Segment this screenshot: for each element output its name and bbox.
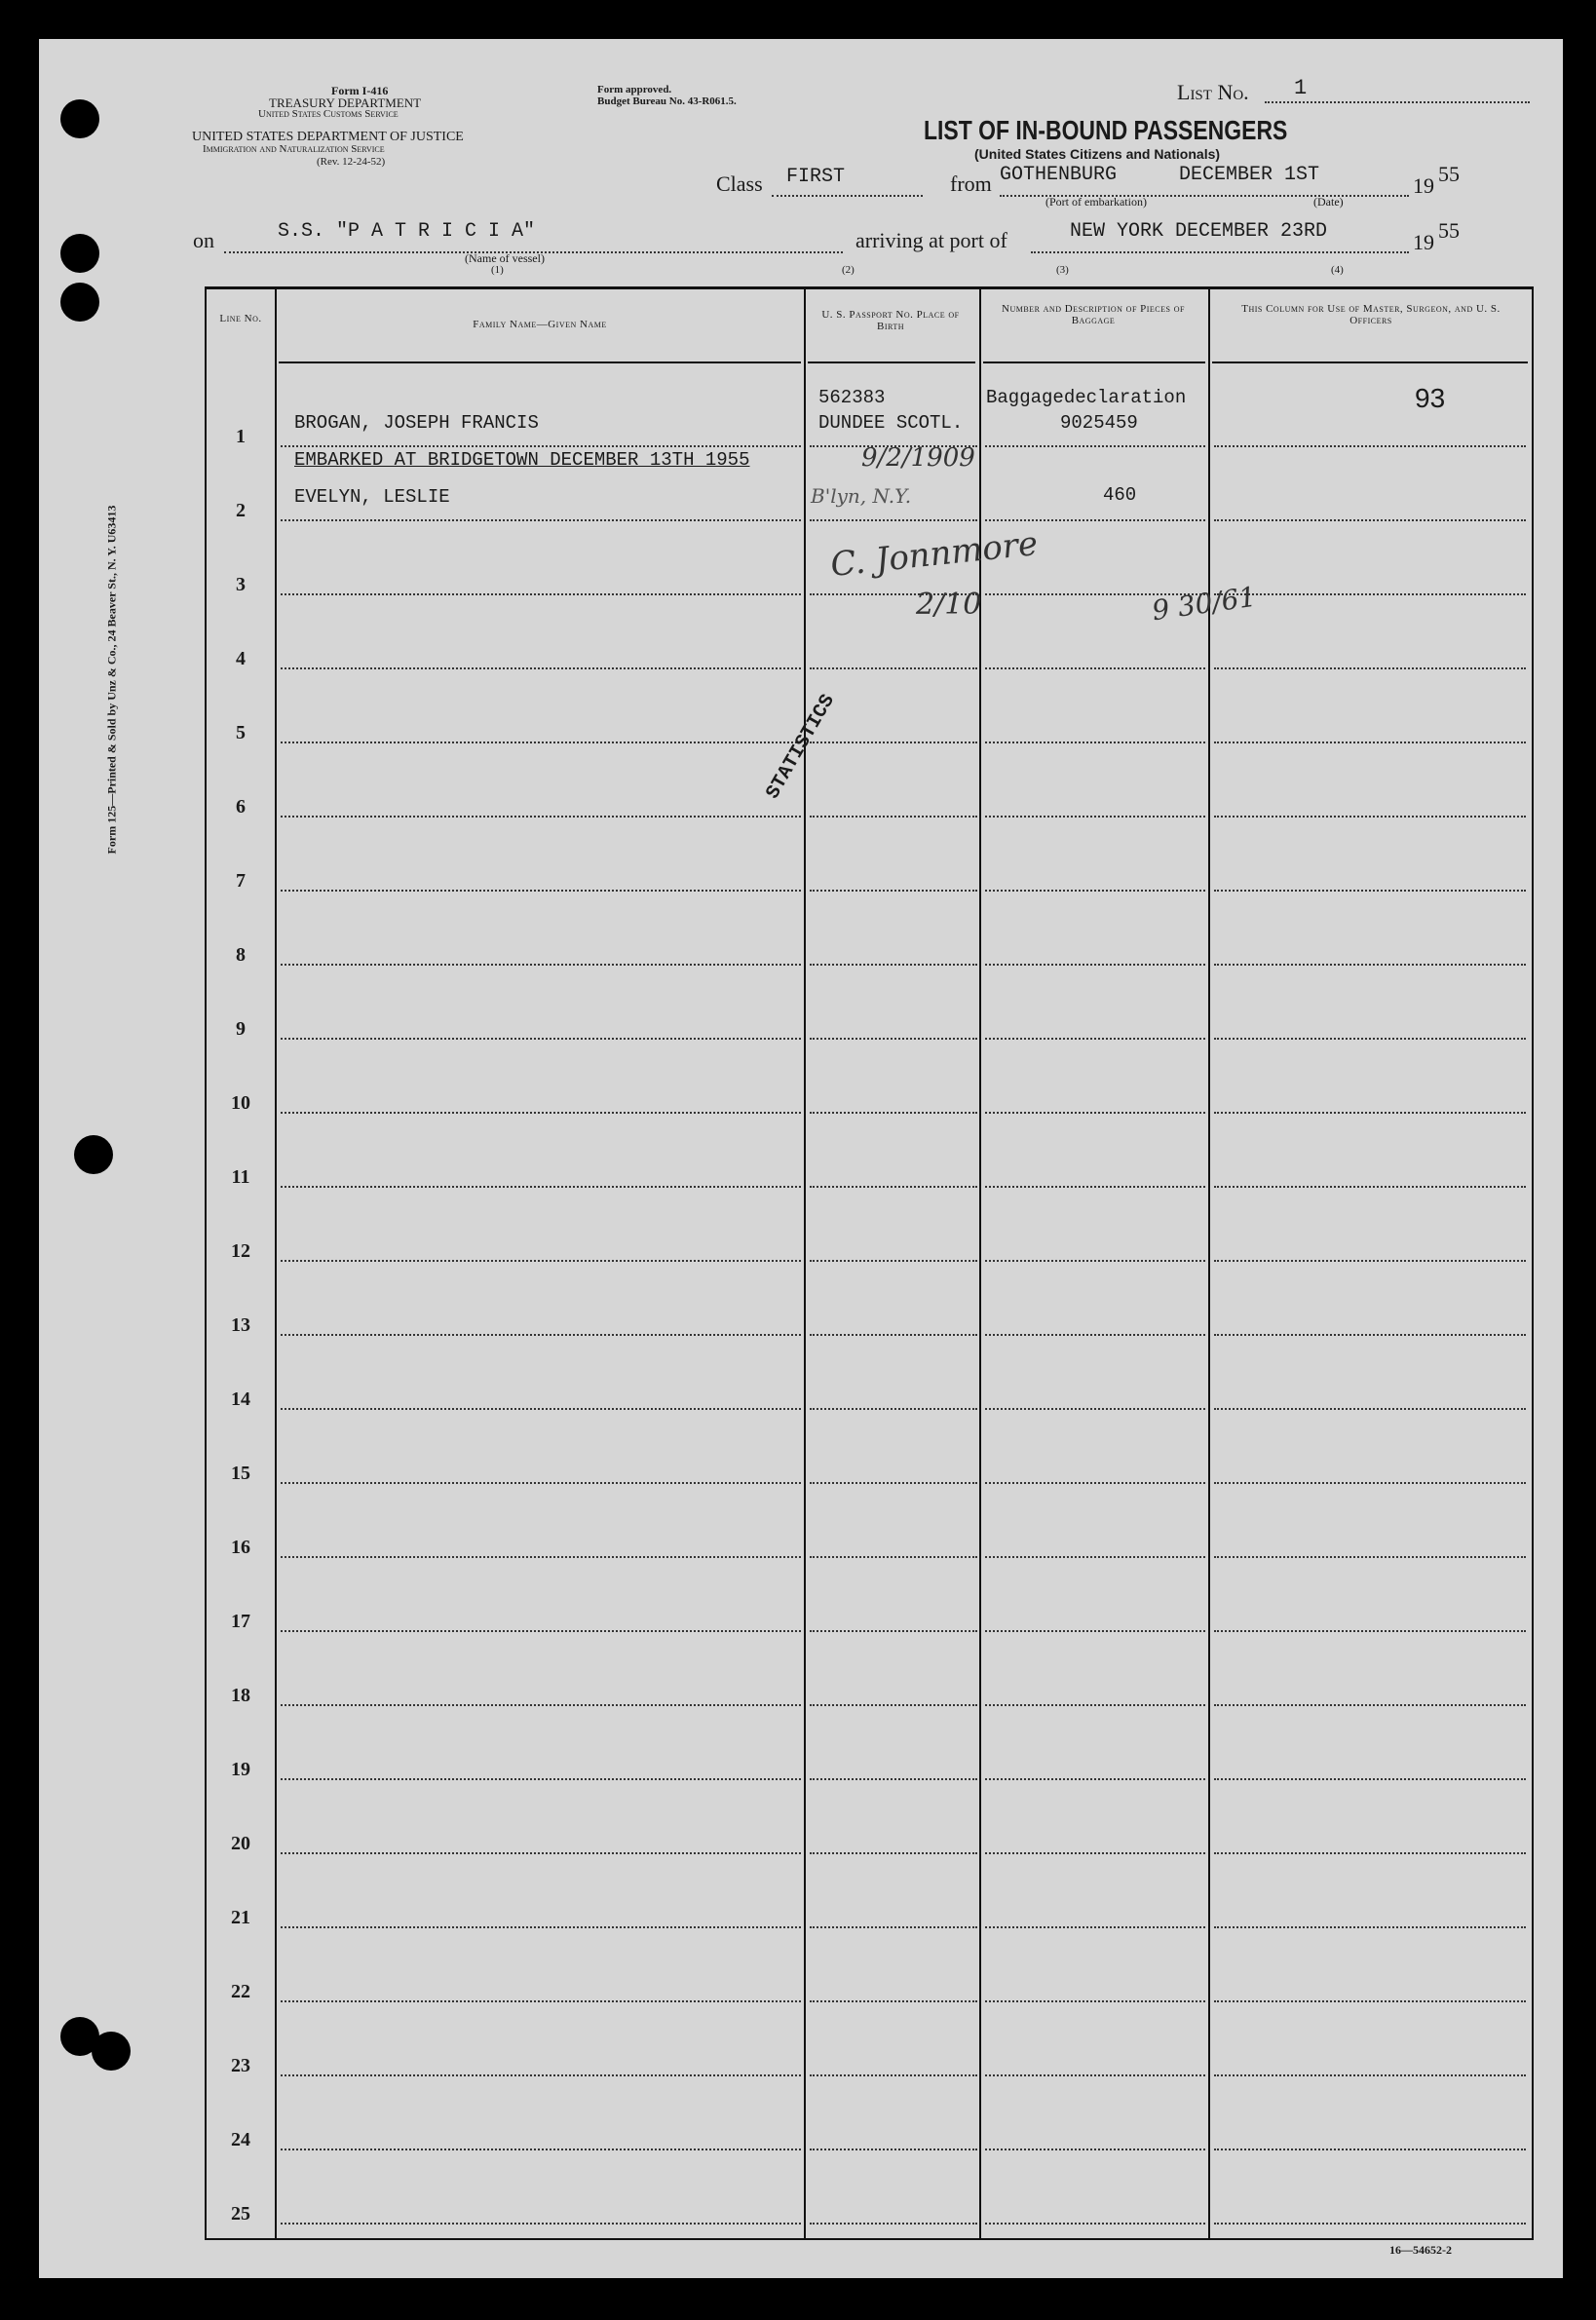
header-underline — [279, 361, 801, 363]
row-dotted-line — [810, 1482, 977, 1484]
footer-code: 16—54652-2 — [1389, 2243, 1452, 2257]
row-dotted-line — [810, 1334, 977, 1336]
col-divider — [804, 289, 806, 2238]
row-dotted-line — [1214, 1630, 1526, 1632]
row1-birthplace: DUNDEE SCOTL. — [818, 412, 964, 434]
row-dotted-line — [985, 1038, 1205, 1040]
row-dotted-line — [281, 519, 801, 521]
statistics-stamp: STATISTICS — [762, 690, 840, 804]
line-number: 24 — [231, 2129, 250, 2150]
row-dotted-line — [985, 1852, 1205, 1854]
row-dotted-line — [1214, 1704, 1526, 1706]
header-baggage: Number and Description of Pieces of Baggage — [1002, 303, 1185, 326]
row-dotted-line — [810, 1408, 977, 1410]
row-dotted-line — [281, 964, 801, 966]
row-dotted-line — [281, 816, 801, 818]
header-name: Family Name—Given Name — [473, 319, 607, 330]
embarked-note: EMBARKED AT BRIDGETOWN DECEMBER 13TH 1955 — [294, 449, 750, 471]
arriving-label: arriving at port of — [855, 228, 1007, 252]
row-dotted-line — [281, 1334, 801, 1336]
line-number: 2 — [236, 500, 246, 521]
arrival-port-date: NEW YORK DECEMBER 23RD — [1070, 220, 1328, 243]
line-number: 22 — [231, 1981, 250, 2002]
row-dotted-line — [1214, 667, 1526, 669]
row-dotted-line — [281, 890, 801, 892]
row-dotted-line — [1214, 1482, 1526, 1484]
row-dotted-line — [985, 1778, 1205, 1780]
row-dotted-line — [281, 1556, 801, 1558]
row-dotted-line — [810, 890, 977, 892]
row-dotted-line — [810, 964, 977, 966]
row-dotted-line — [810, 1186, 977, 1188]
row-dotted-line — [810, 1704, 977, 1706]
row-dotted-line — [985, 1408, 1205, 1410]
dept-justice: UNITED STATES DEPARTMENT OF JUSTICE — [192, 130, 464, 144]
punch-hole — [60, 283, 99, 322]
budget-bureau: Budget Bureau No. 43-R061.5. — [597, 95, 737, 107]
class-dots — [772, 195, 923, 197]
row-dotted-line — [281, 2149, 801, 2150]
port-embark-caption: (Port of embarkation) — [1045, 195, 1147, 209]
row-dotted-line — [281, 1852, 801, 1854]
row-dotted-line — [985, 1556, 1205, 1558]
row-dotted-line — [985, 742, 1205, 743]
list-no-dots — [1265, 101, 1530, 103]
row-dotted-line — [985, 1482, 1205, 1484]
row-dotted-line — [1214, 2149, 1526, 2150]
line-number: 1 — [236, 426, 246, 447]
caption-2: (2) — [842, 264, 855, 276]
row-dotted-line — [1214, 816, 1526, 818]
header-underline — [808, 361, 975, 363]
row-dotted-line — [281, 1778, 801, 1780]
from-date: DECEMBER 1ST — [1179, 164, 1320, 186]
row-dotted-line — [1214, 2000, 1526, 2002]
from-label: from — [950, 171, 992, 196]
line-number: 13 — [231, 1314, 250, 1336]
line-number: 3 — [236, 574, 246, 595]
line-number: 8 — [236, 944, 246, 966]
row-dotted-line — [281, 1926, 801, 1928]
row-dotted-line — [985, 519, 1205, 521]
row-dotted-line — [281, 445, 801, 447]
row-dotted-line — [985, 667, 1205, 669]
header-line-no: Line No. — [219, 313, 262, 324]
from-value: GOTHENBURG — [1000, 164, 1118, 186]
on-label: on — [193, 228, 214, 252]
document-subtitle: (United States Citizens and Nationals) — [974, 146, 1221, 162]
line-number: 14 — [231, 1388, 250, 1410]
row-dotted-line — [810, 2149, 977, 2150]
row-dotted-line — [1214, 519, 1526, 521]
year-prefix: 19 — [1413, 173, 1434, 198]
row-dotted-line — [810, 1630, 977, 1632]
row-dotted-line — [985, 890, 1205, 892]
row-dotted-line — [985, 1630, 1205, 1632]
row-dotted-line — [985, 2149, 1205, 2150]
line-number: 15 — [231, 1463, 250, 1484]
row-dotted-line — [1214, 742, 1526, 743]
row1-baggage-number: 9025459 — [1060, 412, 1138, 434]
line-number: 12 — [231, 1240, 250, 1262]
row-dotted-line — [1214, 1926, 1526, 1928]
row-dotted-line — [1214, 964, 1526, 966]
row-dotted-line — [1214, 2223, 1526, 2225]
dept-customs: United States Customs Service — [258, 108, 399, 120]
row-dotted-line — [1214, 593, 1526, 595]
row-dotted-line — [810, 1926, 977, 1928]
row-dotted-line — [985, 1334, 1205, 1336]
punch-hole — [60, 234, 99, 273]
from-year: 55 — [1438, 162, 1460, 186]
row-dotted-line — [1214, 890, 1526, 892]
revision: (Rev. 12-24-52) — [317, 156, 386, 168]
line-number: 9 — [236, 1018, 246, 1040]
line-number: 4 — [236, 648, 246, 669]
form-number: Form I-416 — [331, 84, 389, 97]
row-dotted-line — [985, 1926, 1205, 1928]
line-number: 7 — [236, 870, 246, 892]
row-dotted-line — [985, 2223, 1205, 2225]
dept-ins: Immigration and Naturalization Service — [203, 143, 385, 155]
caption-4: (4) — [1331, 264, 1344, 276]
header-passport: U. S. Passport No. Place of Birth — [821, 309, 960, 332]
row-dotted-line — [810, 1112, 977, 1114]
line-number: 16 — [231, 1537, 250, 1558]
form-approved: Form approved. — [597, 84, 672, 95]
row-dotted-line — [281, 1408, 801, 1410]
date-caption: (Date) — [1313, 195, 1344, 209]
row-dotted-line — [810, 1260, 977, 1262]
col-divider — [1208, 289, 1210, 2238]
vessel-caption: (Name of vessel) — [465, 251, 545, 265]
class-label: Class — [716, 171, 763, 196]
line-number: 20 — [231, 1833, 250, 1854]
row-dotted-line — [1214, 1260, 1526, 1262]
row-dotted-line — [281, 1112, 801, 1114]
row-dotted-line — [281, 2074, 801, 2076]
hand-signature: C. Jonnmore — [828, 523, 1040, 586]
arrival-year: 55 — [1438, 218, 1460, 243]
hand-date-note: 9/2/1909 — [861, 443, 975, 473]
line-number: 19 — [231, 1759, 250, 1780]
year-prefix-2: 19 — [1413, 230, 1434, 254]
row-dotted-line — [281, 1482, 801, 1484]
row-dotted-line — [810, 2223, 977, 2225]
row-dotted-line — [810, 519, 977, 521]
header-underline — [983, 361, 1205, 363]
punch-hole — [92, 2032, 131, 2071]
class-value: FIRST — [786, 166, 846, 188]
row-dotted-line — [810, 742, 977, 743]
row-dotted-line — [1214, 1408, 1526, 1410]
row-dotted-line — [985, 1260, 1205, 1262]
punch-hole — [60, 99, 99, 138]
row-dotted-line — [985, 1186, 1205, 1188]
row-dotted-line — [985, 2000, 1205, 2002]
row-dotted-line — [281, 1038, 801, 1040]
row-dotted-line — [985, 964, 1205, 966]
row-dotted-line — [281, 1704, 801, 1706]
row-dotted-line — [281, 1630, 801, 1632]
hand-note-4: 9 30/61 — [1150, 580, 1259, 628]
row-dotted-line — [985, 445, 1205, 447]
hand-note-3: 2/10 — [916, 588, 982, 622]
row2-name: EVELYN, LESLIE — [294, 486, 450, 508]
vessel-name: S.S. "P A T R I C I A" — [278, 220, 536, 243]
row-dotted-line — [985, 2074, 1205, 2076]
document-title: LIST OF IN-BOUND PASSENGERS — [924, 115, 1288, 145]
row-dotted-line — [810, 816, 977, 818]
row-dotted-line — [281, 1260, 801, 1262]
row-dotted-line — [810, 1556, 977, 1558]
row1-baggage-label: Baggagedeclaration — [986, 387, 1187, 408]
caption-1: (1) — [491, 264, 504, 276]
row-dotted-line — [281, 1186, 801, 1188]
list-no-value: 1 — [1294, 76, 1308, 100]
header-officers: This Column for Use of Master, Surgeon, and U. S. Officers — [1241, 303, 1501, 326]
side-print: Form 125—Printed & Sold by Unz & Co., 24 Beaver St., N. Y. U63413 — [104, 505, 119, 855]
row-dotted-line — [1214, 1334, 1526, 1336]
arrival-dots — [1031, 251, 1409, 253]
row-dotted-line — [1214, 2074, 1526, 2076]
row-dotted-line — [1214, 445, 1526, 447]
line-number: 23 — [231, 2055, 250, 2076]
line-number: 5 — [236, 722, 246, 743]
row-dotted-line — [1214, 1778, 1526, 1780]
header-underline — [1212, 361, 1528, 363]
row-dotted-line — [1214, 1038, 1526, 1040]
line-number: 21 — [231, 1907, 250, 1928]
row-dotted-line — [281, 2223, 801, 2225]
row-dotted-line — [985, 1704, 1205, 1706]
row-dotted-line — [1214, 1556, 1526, 1558]
row-dotted-line — [985, 1112, 1205, 1114]
row1-passport: 562383 — [818, 387, 886, 408]
line-number: 17 — [231, 1611, 250, 1632]
dept-treasury: TREASURY DEPARTMENT — [269, 95, 422, 110]
line-number: 10 — [231, 1092, 250, 1114]
row-dotted-line — [810, 2000, 977, 2002]
row-dotted-line — [810, 1852, 977, 1854]
col-divider — [979, 289, 981, 2238]
row-dotted-line — [810, 1778, 977, 1780]
document-page — [39, 39, 1563, 2278]
row2-baggage: 460 — [1103, 484, 1137, 506]
row-dotted-line — [281, 593, 801, 595]
hand-birthplace-note: B'lyn, N.Y. — [811, 484, 912, 508]
row-dotted-line — [985, 816, 1205, 818]
row-dotted-line — [810, 667, 977, 669]
row-dotted-line — [281, 742, 801, 743]
row-dotted-line — [810, 2074, 977, 2076]
row1-name: BROGAN, JOSEPH FRANCIS — [294, 412, 539, 434]
col-divider — [275, 289, 277, 2238]
line-number: 25 — [231, 2203, 250, 2225]
line-number: 11 — [231, 1166, 250, 1188]
line-number: 6 — [236, 796, 246, 818]
punch-hole — [74, 1135, 113, 1174]
line-number: 18 — [231, 1685, 250, 1706]
row-dotted-line — [281, 667, 801, 669]
passenger-table — [205, 286, 1534, 2240]
row-dotted-line — [1214, 1112, 1526, 1114]
row-dotted-line — [1214, 1186, 1526, 1188]
row-dotted-line — [281, 2000, 801, 2002]
row1-officer-number: 93 — [1415, 383, 1446, 413]
row-dotted-line — [1214, 1852, 1526, 1854]
caption-3: (3) — [1056, 264, 1069, 276]
list-no-label: List No. — [1177, 80, 1249, 104]
row-dotted-line — [810, 1038, 977, 1040]
